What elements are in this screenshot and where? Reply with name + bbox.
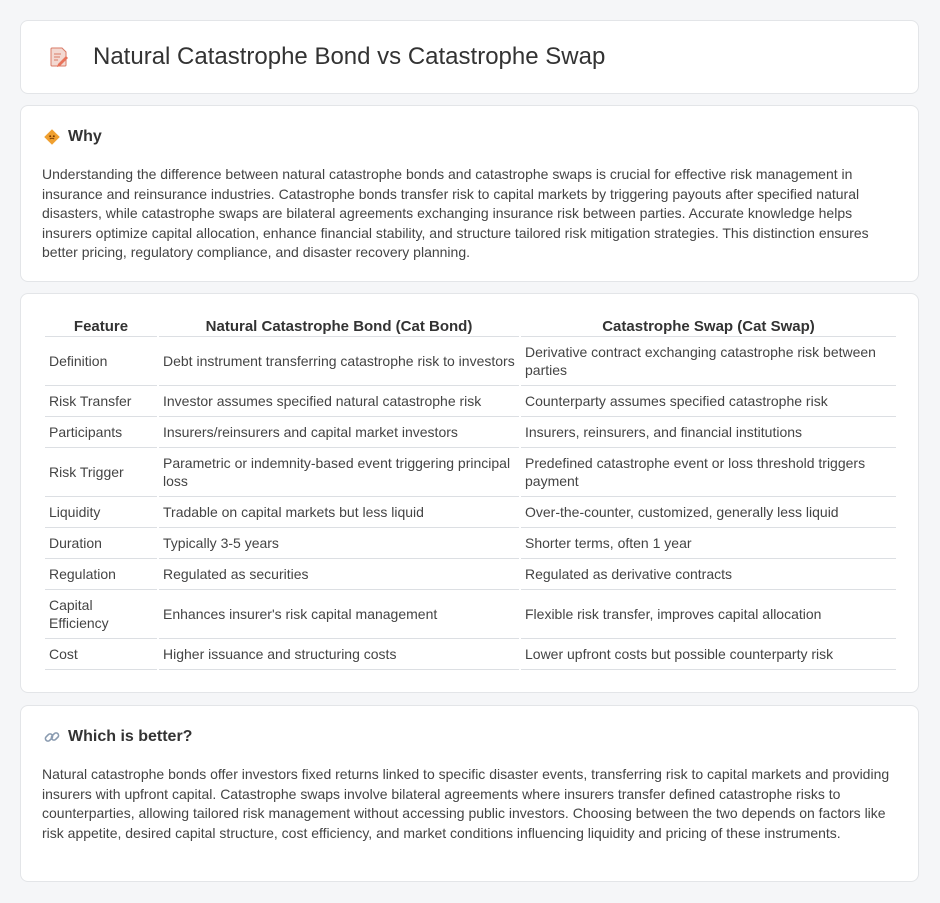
table-row <box>45 639 896 670</box>
cat-swap-cell: Derivative contract exchanging catastrophe risk between parties <box>521 337 896 386</box>
page-title: Natural Catastrophe Bond vs Catastrophe Swap <box>93 43 606 70</box>
comparison-table-card <box>20 293 919 693</box>
table-row <box>45 497 896 528</box>
feature-cell: Definition <box>45 337 157 386</box>
table-row <box>45 448 896 497</box>
column-header-cat-swap: Catastrophe Swap (Cat Swap) <box>521 316 896 337</box>
table-row <box>45 337 896 386</box>
table-header-row <box>45 316 896 337</box>
table-row <box>45 386 896 417</box>
which-is-better-title: Which is better? <box>68 728 193 745</box>
column-header-cat-bond: Natural Catastrophe Bond (Cat Bond) <box>159 316 519 337</box>
feature-cell: Regulation <box>45 559 157 590</box>
cat-swap-cell: Over-the-counter, customized, generally less liquid <box>521 497 896 528</box>
cat-bond-cell: Insurers/reinsurers and capital market investors <box>159 417 519 448</box>
why-paragraph: Understanding the difference between natural catastrophe bonds and catastrophe swaps is crucial for effective risk management in insurance and reinsurance industries. Catastrophe bonds transfer risk to capital markets by triggering payouts after specified natural disasters, while catastrophe swaps are bilateral agreements exchanging insurance risk between parties. Accurate knowledge helps insurers optimize capital allocation, enhance financial stability, and structure tailored risk mitigation strategies. This distinction ensures better pricing, regulatory compliance, and disaster recovery planning. <box>42 166 869 261</box>
which-is-better-paragraph: Natural catastrophe bonds offer investors fixed returns linked to specific disaster events, transferring risk to capital markets and providing insurers with upfront capital. Catastrophe swaps involve bilateral agreements where insurers transfer defined catastrophe risks to counterparties, allowing tailored risk management without accessing public investors. Choosing between the two depends on factors like risk appetite, desired capital structure, cost efficiency, and market conditions influencing liquidity and pricing of these instruments. <box>42 766 890 841</box>
cat-bond-cell: Typically 3-5 years <box>159 528 519 559</box>
which-is-better-section <box>20 705 919 882</box>
cat-swap-cell: Flexible risk transfer, improves capital allocation <box>521 590 896 639</box>
cat-swap-cell: Predefined catastrophe event or loss threshold triggers payment <box>521 448 896 497</box>
document-pencil-icon <box>47 45 71 69</box>
feature-cell: Cost <box>45 639 157 670</box>
cat-bond-cell: Tradable on capital markets but less liquid <box>159 497 519 528</box>
link-icon <box>43 728 61 746</box>
feature-cell: Participants <box>45 417 157 448</box>
feature-cell: Risk Transfer <box>45 386 157 417</box>
cat-bond-cell: Enhances insurer's risk capital management <box>159 590 519 639</box>
cat-swap-cell: Insurers, reinsurers, and financial institutions <box>521 417 896 448</box>
feature-cell: Risk Trigger <box>45 448 157 497</box>
why-title: Why <box>68 128 102 145</box>
feature-cell: Liquidity <box>45 497 157 528</box>
cat-swap-cell: Regulated as derivative contracts <box>521 559 896 590</box>
table-row <box>45 559 896 590</box>
warning-diamond-icon <box>43 128 61 146</box>
comparison-table <box>43 316 898 670</box>
why-section <box>20 105 919 282</box>
table-row <box>45 590 896 639</box>
cat-swap-cell: Shorter terms, often 1 year <box>521 528 896 559</box>
cat-bond-cell: Parametric or indemnity-based event triggering principal loss <box>159 448 519 497</box>
column-header-feature: Feature <box>45 316 157 337</box>
cat-bond-cell: Investor assumes specified natural catastrophe risk <box>159 386 519 417</box>
cat-swap-cell: Lower upfront costs but possible counterparty risk <box>521 639 896 670</box>
cat-bond-cell: Debt instrument transferring catastrophe risk to investors <box>159 337 519 386</box>
cat-bond-cell: Higher issuance and structuring costs <box>159 639 519 670</box>
table-row <box>45 417 896 448</box>
table-row <box>45 528 896 559</box>
cat-swap-cell: Counterparty assumes specified catastrophe risk <box>521 386 896 417</box>
feature-cell: Capital Efficiency <box>45 590 157 639</box>
cat-bond-cell: Regulated as securities <box>159 559 519 590</box>
feature-cell: Duration <box>45 528 157 559</box>
title-card <box>20 20 919 94</box>
